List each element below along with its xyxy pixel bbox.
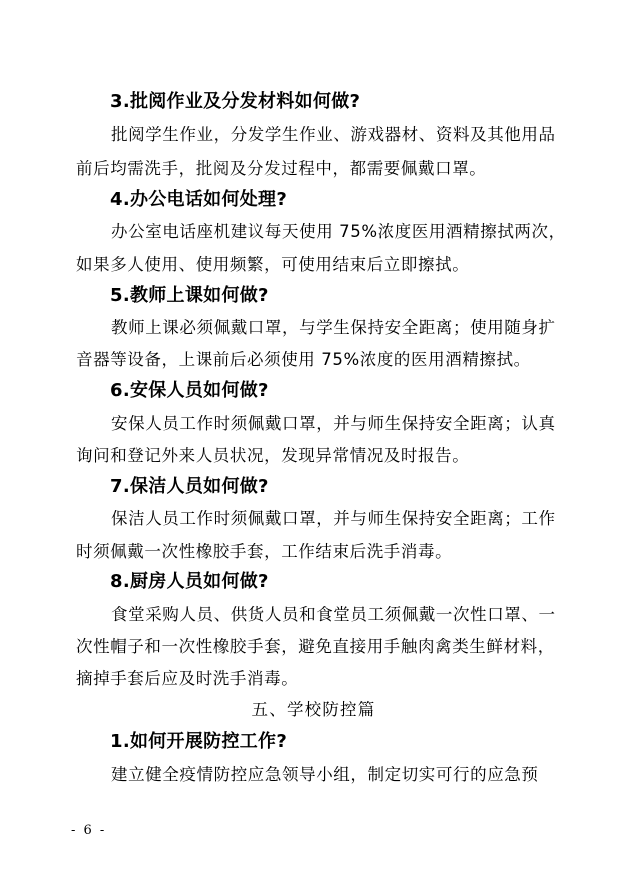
section-heading: 6.安保人员如何做? xyxy=(110,380,269,401)
paragraph-line: 前后均需洗手，批阅及分发过程中，都需要佩戴口罩。 xyxy=(76,159,487,178)
paragraph-line: 询问和登记外来人员状况，发现异常情况及时报告。 xyxy=(76,446,470,465)
paragraph-line: 批阅学生作业，分发学生作业、游戏器材、资料及其他用品 xyxy=(111,125,556,144)
paragraph-line: 次性帽子和一次性橡胶手套，避免直接用手触肉禽类生鲜材料， xyxy=(76,637,555,656)
paragraph-line: 食堂采购人员、供货人员和食堂员工须佩戴一次性口罩、一 xyxy=(111,605,556,624)
paragraph-line: 音器等设备，上课前后必须使用 75%浓度的医用酒精擦拭。 xyxy=(76,350,531,369)
section-heading: 7.保洁人员如何做? xyxy=(110,476,269,497)
chapter-title: 五、学校防控篇 xyxy=(251,700,376,719)
paragraph-line: 安保人员工作时须佩戴口罩，并与师生保持安全距离；认真 xyxy=(111,414,556,433)
paragraph-line: 时须佩戴一次性橡胶手套，工作结束后洗手消毒。 xyxy=(76,542,453,561)
section-heading: 3.批阅作业及分发材料如何做? xyxy=(110,91,361,112)
paragraph-line: 办公室电话座机建议每天使用 75%浓度医用酒精擦拭两次， xyxy=(111,222,566,241)
paragraph-line: 摘掉手套后应及时洗手消毒。 xyxy=(76,669,299,688)
paragraph-line: 保洁人员工作时须佩戴口罩，并与师生保持安全距离；工作 xyxy=(111,509,556,528)
section-heading: 4.办公电话如何处理? xyxy=(110,189,288,210)
paragraph-line: 教师上课必须佩戴口罩，与学生保持安全距离；使用随身扩 xyxy=(111,318,556,337)
paragraph-line: 建立健全疫情防控应急领导小组，制定切实可行的应急预 xyxy=(111,765,539,784)
page-number: - 6 - xyxy=(71,823,107,838)
paragraph-line: 如果多人使用、使用频繁，可使用结束后立即擦拭。 xyxy=(76,255,470,274)
section-heading: 5.教师上课如何做? xyxy=(110,285,269,306)
section-heading: 1.如何开展防控工作? xyxy=(110,731,288,752)
section-heading: 8.厨房人员如何做? xyxy=(110,571,269,592)
